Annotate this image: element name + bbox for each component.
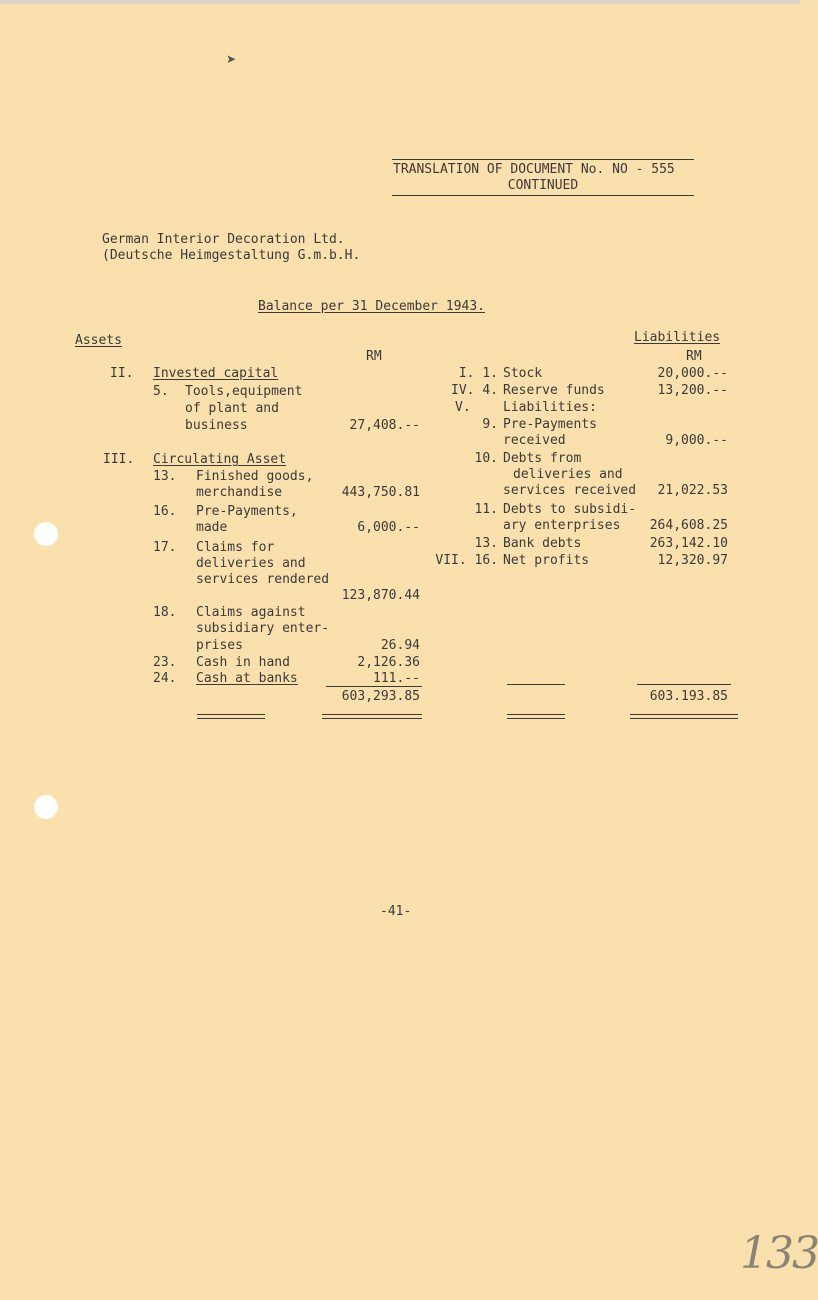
double-rule (197, 714, 265, 715)
liabilities-blank-rule (507, 684, 565, 685)
liability-item-label: ary enterprises (503, 518, 621, 533)
asset-item-value: 26.94 (380, 638, 420, 653)
asset-item-label: Cash at banks (196, 671, 298, 686)
liability-item-label: services received (503, 483, 637, 498)
section-number: III. (103, 452, 135, 467)
section-title: Circulating Asset (153, 452, 287, 467)
asset-item-number: 17. (153, 540, 177, 555)
asset-item-label: prises (196, 638, 243, 653)
liability-item-number: IV. 4. (451, 383, 498, 398)
asset-item-label: Claims for (196, 540, 275, 555)
asset-item-label: deliveries and (196, 556, 306, 571)
asset-item-number: 5. (153, 384, 169, 399)
liability-item-value: 264,608.25 (649, 518, 728, 533)
asset-item-label: subsidiary enter- (196, 621, 330, 636)
asset-item-value: 2,126.36 (357, 655, 420, 670)
assets-currency: RM (366, 349, 382, 364)
asset-item-label: merchandise (196, 485, 283, 500)
section-title: Invested capital (153, 366, 279, 381)
asset-item-value: 123,870.44 (341, 588, 420, 603)
company-name: German Interior Decoration Ltd. (102, 232, 345, 247)
liability-item-number: V. (455, 400, 471, 415)
asset-item-label: made (196, 520, 228, 535)
asset-item-label: Pre-Payments, (196, 504, 298, 519)
asset-item-number: 16. (153, 504, 177, 519)
double-rule (630, 714, 738, 715)
balance-title: Balance per 31 December 1943. (258, 299, 485, 314)
liability-item-value: 20,000.-- (657, 366, 728, 381)
arrow-mark-icon: ➤ (226, 52, 237, 66)
liabilities-total: 603.193.85 (649, 689, 728, 704)
liability-item-number: 10. (474, 451, 498, 466)
double-rule (507, 714, 565, 715)
liability-item-value: 21,022.53 (657, 483, 728, 498)
asset-item-label: Claims against (196, 605, 306, 620)
asset-item-number: 13. (153, 469, 177, 484)
assets-heading: Assets (75, 333, 122, 348)
document-title: TRANSLATION OF DOCUMENT No. NO - 555 (393, 162, 675, 177)
liability-item-number: VII. 16. (435, 553, 498, 568)
liability-item-value: 12,320.97 (657, 553, 728, 568)
liability-item-label: Pre-Payments (503, 417, 597, 432)
liabilities-heading: Liabilities (634, 330, 721, 345)
page-number: -41- (380, 904, 412, 919)
double-rule (197, 718, 265, 719)
assets-total: 603,293.85 (341, 689, 420, 704)
liability-item-label: Net profits (503, 553, 590, 568)
liability-item-number: 9. (482, 417, 498, 432)
asset-item-label: services rendered (196, 572, 330, 587)
double-rule (322, 718, 422, 719)
handwritten-archive-number: 133 (740, 1228, 818, 1279)
punch-hole (34, 795, 58, 819)
asset-item-label: Tools,equipment (185, 384, 303, 399)
liabilities-currency: RM (686, 349, 702, 364)
liability-item-label: deliveries and (513, 467, 623, 482)
liabilities-total-rule (637, 684, 731, 685)
asset-item-value: 443,750.81 (341, 485, 420, 500)
liability-item-label: Debts to subsidi- (503, 502, 637, 517)
asset-item-label: business (185, 418, 248, 433)
company-german-name: (Deutsche Heimgestaltung G.m.b.H. (102, 248, 361, 263)
double-rule (322, 714, 422, 715)
page-top-edge (0, 0, 800, 4)
liability-item-label: Liabilities: (503, 400, 597, 415)
liability-item-label: Bank debts (503, 536, 582, 551)
liability-item-value: 9,000.-- (665, 433, 728, 448)
asset-item-number: 24. (153, 671, 177, 686)
asset-item-label: of plant and (185, 401, 279, 416)
asset-item-value: 6,000.-- (357, 520, 420, 535)
header-rule-top (392, 159, 694, 160)
asset-item-number: 23. (153, 655, 177, 670)
double-rule (507, 718, 565, 719)
liability-item-label: received (503, 433, 566, 448)
header-rule-bottom (392, 195, 694, 196)
punch-hole (34, 522, 58, 546)
liability-item-number: 13. (474, 536, 498, 551)
asset-item-value: 27,408.-- (349, 418, 420, 433)
liability-item-number: 11. (474, 502, 498, 517)
liability-item-value: 13,200.-- (657, 383, 728, 398)
liability-item-label: Debts from (503, 451, 582, 466)
liability-item-value: 263,142.10 (649, 536, 728, 551)
liability-item-number: I. 1. (458, 366, 498, 381)
liability-item-label: Reserve funds (503, 383, 605, 398)
liability-item-label: Stock (503, 366, 543, 381)
double-rule (630, 718, 738, 719)
section-number: II. (110, 366, 134, 381)
asset-item-number: 18. (153, 605, 177, 620)
asset-item-value: 111.-- (373, 671, 420, 686)
asset-item-label: Finished goods, (196, 469, 314, 484)
assets-total-rule (326, 686, 422, 687)
asset-item-label: Cash in hand (196, 655, 290, 670)
document-subtitle: CONTINUED (507, 178, 579, 193)
